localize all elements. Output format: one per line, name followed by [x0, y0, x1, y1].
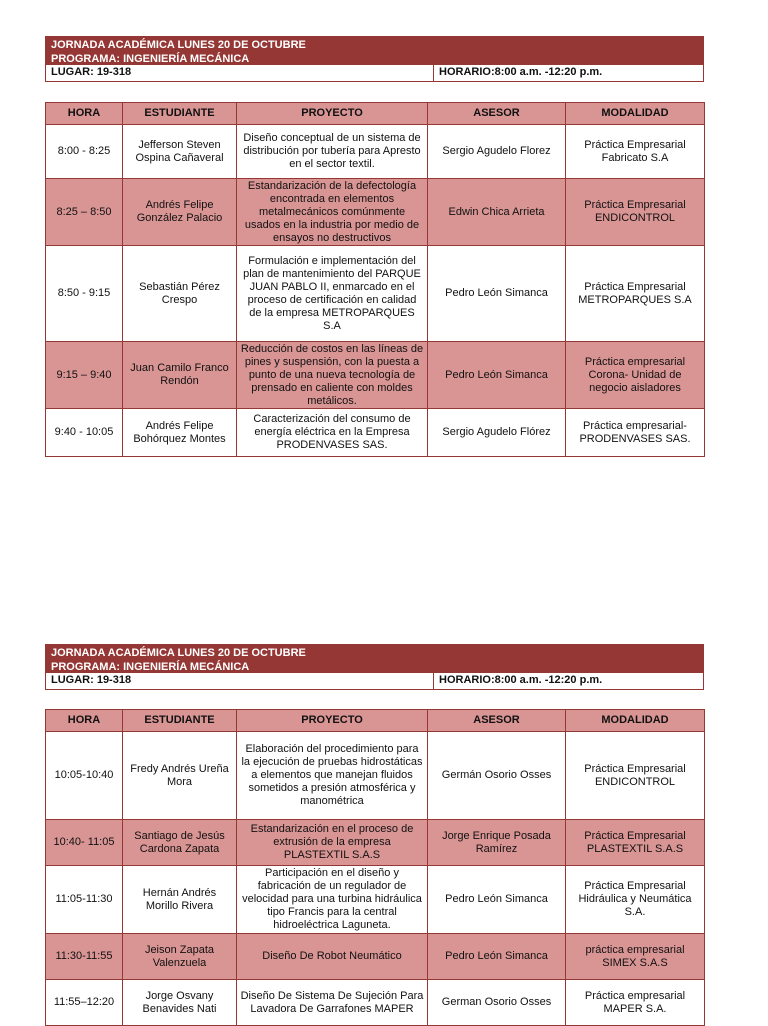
cell-proyecto: Diseño conceptual de un sistema de distribución por tubería para Apresto en el sector textil.	[237, 125, 428, 179]
cell-asesor: Sergio Agudelo Flórez	[428, 409, 566, 457]
cell-estudiante: Jeison Zapata Valenzuela	[123, 934, 237, 980]
cell-hora: 9:40 - 10:05	[46, 409, 123, 457]
cell-estudiante: Jefferson Steven Ospina Cañaveral	[123, 125, 237, 179]
column-header-modalidad: MODALIDAD	[566, 710, 705, 732]
cell-estudiante: Fredy Andrés Ureña Mora	[123, 732, 237, 820]
cell-proyecto: Participación en el diseño y fabricación de un regulador de velocidad para una turbina hidráulica tipo Francis para la central hidroeléctrica Laguneta.	[237, 866, 428, 934]
table-row	[46, 179, 705, 246]
table-row	[46, 820, 705, 866]
cell-proyecto: Reducción de costos en las líneas de pines y suspensión, con la puesta a punto de una nueva tecnología de prensado en caliente con moldes metálicos.	[237, 342, 428, 409]
cell-asesor: Pedro León Simanca	[428, 866, 566, 934]
header-title: JORNADA ACADÉMICA LUNES 20 DE OCTUBRE	[51, 39, 306, 51]
horario-label: HORARIO:8:00 a.m. -12:20 p.m.	[439, 66, 603, 78]
cell-modalidad: Práctica Empresarial PLASTEXTIL S.A.S	[566, 820, 705, 866]
table-row	[46, 342, 705, 409]
cell-modalidad: Práctica Empresarial Fabricato S.A	[566, 125, 705, 179]
cell-estudiante: Sebastián Pérez Crespo	[123, 246, 237, 342]
cell-hora: 8:00 - 8:25	[46, 125, 123, 179]
cell-hora: 8:50 - 9:15	[46, 246, 123, 342]
cell-estudiante: Andrés Felipe González Palacio	[123, 179, 237, 246]
cell-estudiante: Juan Camilo Franco Rendón	[123, 342, 237, 409]
cell-hora: 11:30-11:55	[46, 934, 123, 980]
cell-proyecto: Formulación e implementación del plan de mantenimiento del PARQUE JUAN PABLO II, enmarcado en el proceso de certificación en calidad de la empresa METROPARQUES S.A	[237, 246, 428, 342]
cell-modalidad: Práctica Empresarial METROPARQUES S.A	[566, 246, 705, 342]
cell-asesor: Pedro León Simanca	[428, 246, 566, 342]
cell-asesor: Germán Osorio Osses	[428, 732, 566, 820]
cell-hora: 11:55–12:20	[46, 980, 123, 1026]
cell-hora: 9:15 – 9:40	[46, 342, 123, 409]
cell-asesor: Sergio Agudelo Florez	[428, 125, 566, 179]
schedule-block-1	[45, 36, 704, 451]
cell-modalidad: Práctica empresarial- PRODENVASES SAS.	[566, 409, 705, 457]
column-header-asesor: ASESOR	[428, 710, 566, 732]
horario-label: HORARIO:8:00 a.m. -12:20 p.m.	[439, 674, 603, 686]
header-program: PROGRAMA: INGENIERÍA MECÁNICA	[51, 661, 250, 673]
cell-modalidad: Práctica Empresarial ENDICONTROL	[566, 179, 705, 246]
cell-proyecto: Diseño De Robot Neumático	[237, 934, 428, 980]
column-header-proyecto: PROYECTO	[237, 103, 428, 125]
cell-proyecto: Estandarización en el proceso de extrusión de la empresa PLASTEXTIL S.A.S	[237, 820, 428, 866]
schedule-table	[45, 709, 705, 1026]
column-header-asesor: ASESOR	[428, 103, 566, 125]
lugar-label: LUGAR: 19-318	[46, 673, 434, 689]
column-header-proyecto: PROYECTO	[237, 710, 428, 732]
cell-hora: 10:05-10:40	[46, 732, 123, 820]
block-header	[45, 36, 704, 65]
column-header-modalidad: MODALIDAD	[566, 103, 705, 125]
cell-proyecto: Diseño De Sistema De Sujeción Para Lavadora De Garrafones MAPER	[237, 980, 428, 1026]
column-header-estudiante: ESTUDIANTE	[123, 103, 237, 125]
column-header-estudiante: ESTUDIANTE	[123, 710, 237, 732]
cell-modalidad: Práctica empresarial Corona- Unidad de negocio aisladores	[566, 342, 705, 409]
cell-modalidad: Práctica Empresarial ENDICONTROL	[566, 732, 705, 820]
cell-hora: 10:40- 11:05	[46, 820, 123, 866]
cell-estudiante: Santiago de Jesús Cardona Zapata	[123, 820, 237, 866]
cell-modalidad: Práctica empresarial MAPER S.A.	[566, 980, 705, 1026]
header-program: PROGRAMA: INGENIERÍA MECÁNICA	[51, 53, 250, 65]
location-row	[45, 65, 704, 82]
table-row	[46, 125, 705, 179]
table-header-row	[46, 710, 705, 732]
lugar-label: LUGAR: 19-318	[46, 65, 434, 81]
table-header-row	[46, 103, 705, 125]
cell-asesor: Jorge Enrique Posada Ramírez	[428, 820, 566, 866]
location-row	[45, 673, 704, 690]
column-header-hora: HORA	[46, 103, 123, 125]
cell-proyecto: Estandarización de la defectología encontrada en elementos metalmecánicos comúnmente usados en la industria por medio de ensayos no destructivos	[237, 179, 428, 246]
cell-asesor: Pedro León Simanca	[428, 934, 566, 980]
cell-asesor: Pedro León Simanca	[428, 342, 566, 409]
cell-hora: 8:25 – 8:50	[46, 179, 123, 246]
table-row	[46, 409, 705, 457]
table-row	[46, 732, 705, 820]
table-row	[46, 980, 705, 1026]
cell-hora: 11:05-11:30	[46, 866, 123, 934]
cell-estudiante: Jorge Osvany Benavides Nati	[123, 980, 237, 1026]
table-row	[46, 246, 705, 342]
table-row	[46, 934, 705, 980]
cell-proyecto: Elaboración del procedimiento para la ejecución de pruebas hidrostáticas a elementos que manejan fluidos sometidos a presión atmosférica y manométrica	[237, 732, 428, 820]
schedule-block-2	[45, 644, 704, 1015]
block-header	[45, 644, 704, 673]
table-row	[46, 866, 705, 934]
cell-asesor: German Osorio Osses	[428, 980, 566, 1026]
cell-proyecto: Caracterización del consumo de energía eléctrica en la Empresa PRODENVASES SAS.	[237, 409, 428, 457]
schedule-table	[45, 102, 705, 457]
cell-estudiante: Hernán Andrés Morillo Rivera	[123, 866, 237, 934]
cell-asesor: Edwin Chica Arrieta	[428, 179, 566, 246]
cell-estudiante: Andrés Felipe Bohórquez Montes	[123, 409, 237, 457]
column-header-hora: HORA	[46, 710, 123, 732]
cell-modalidad: Práctica Empresarial Hidráulica y Neumática S.A.	[566, 866, 705, 934]
cell-modalidad: práctica empresarial SIMEX S.A.S	[566, 934, 705, 980]
header-title: JORNADA ACADÉMICA LUNES 20 DE OCTUBRE	[51, 647, 306, 659]
